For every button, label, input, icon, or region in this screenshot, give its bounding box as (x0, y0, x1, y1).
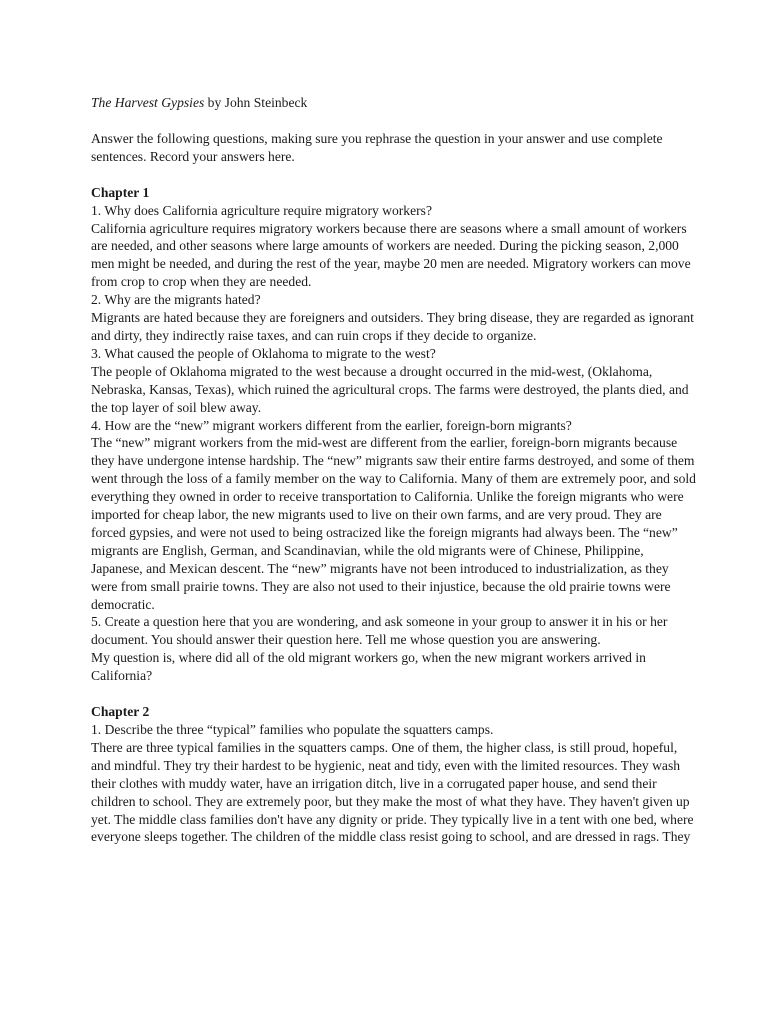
chapter-1-answer-3: The people of Oklahoma migrated to the west because a drought occurred in the mid-west, (Oklahoma, Nebraska, Kansas, Texas), which ruined the agricultural crops. The farms were destroyed, the plants died, and the top layer of soil blew away. (91, 363, 689, 415)
chapter-1-question-4: 4. How are the “new” migrant workers different from the earlier, foreign-born migrants? (91, 417, 572, 433)
chapter-1-question-2: 2. Why are the migrants hated? (91, 292, 261, 308)
document-title (91, 94, 698, 112)
chapter-1-answer-5: My question is, where did all of the old migrant workers go, when the new migrant workers arrived in California? (91, 650, 646, 684)
chapter-1-question-1: 1. Why does California agriculture require migratory workers? (91, 202, 432, 218)
chapter-1-section (91, 184, 698, 685)
chapter-1-question-3: 3. What caused the people of Oklahoma to migrate to the west? (91, 345, 436, 361)
book-title: The Harvest Gypsies (91, 95, 205, 110)
chapter-1-question-5: 5. Create a question here that you are wondering, and ask someone in your group to answer it in his or her document. You should answer their question here. Tell me whose question you are answering. (91, 614, 668, 648)
chapter-1-heading: Chapter 1 (91, 184, 150, 200)
chapter-1-answer-2: Migrants are hated because they are foreigners and outsiders. They bring disease, they are regarded as ignorant and dirty, they indirectly raise taxes, and can ruin crops if they decide to organize. (91, 310, 694, 343)
chapter-1-answer-1: California agriculture requires migratory workers because there are seasons where a small amount of workers are needed, and other seasons where large amounts of workers are needed. During the picking season, 2,000 men might be needed, and during the rest of the year, maybe 20 men are needed. Migratory workers can move from crop to crop when they are needed. (91, 220, 691, 290)
instructions: Answer the following questions, making sure you rephrase the question in your answer and use complete sentences. Record your answers here. (91, 130, 663, 164)
chapter-2-question-1: 1. Describe the three “typical” families who populate the squatters camps. (91, 722, 494, 737)
author-line: by John Steinbeck (204, 95, 308, 110)
chapter-1-answer-4: The “new” migrant workers from the mid-west are different from the earlier, foreign-born migrants because they have undergone intense hardship. The “new” migrants saw their entire farms destroyed, and some of them went through the loss of a family member on the way to California. Many of them are extremely poor, and sold everything they owned in order to receive transportation to California. Unlike the foreign migrants who were imported for cheap labor, the new migrants used to live on their own farms, and are very proud. They are forced gypsies, and were not used to being ostracized like the foreign migrants had always been. The “new” migrants are English, German, and Scandinavian, while the old migrants were of Chinese, Philippine, Japanese, and Mexican descent. The “new” migrants have not been introduced to industrialization, as they were from small prairie towns. They are also not used to their injustice, because the old prairie towns were democratic. (91, 435, 696, 612)
chapter-2-answer-1: There are three typical families in the squatters camps. One of them, the higher class, is still proud, hopeful, and mindful. They try their hardest to be hygienic, neat and tidy, even with the limited resources. They wash their clothes with muddy water, have an irrigation ditch, live in a corrugated paper house, and send their children to school. They are extremely poor, but they make the most of what they have. They haven't given up yet. The middle class families don't have any dignity or pride. They typically live in a tent with one bed, where everyone sleeps together. The children of the middle class resist going to school, and are dressed in rags. They (91, 739, 694, 845)
chapter-2-section (91, 703, 698, 846)
chapter-2-heading: Chapter 2 (91, 704, 150, 720)
